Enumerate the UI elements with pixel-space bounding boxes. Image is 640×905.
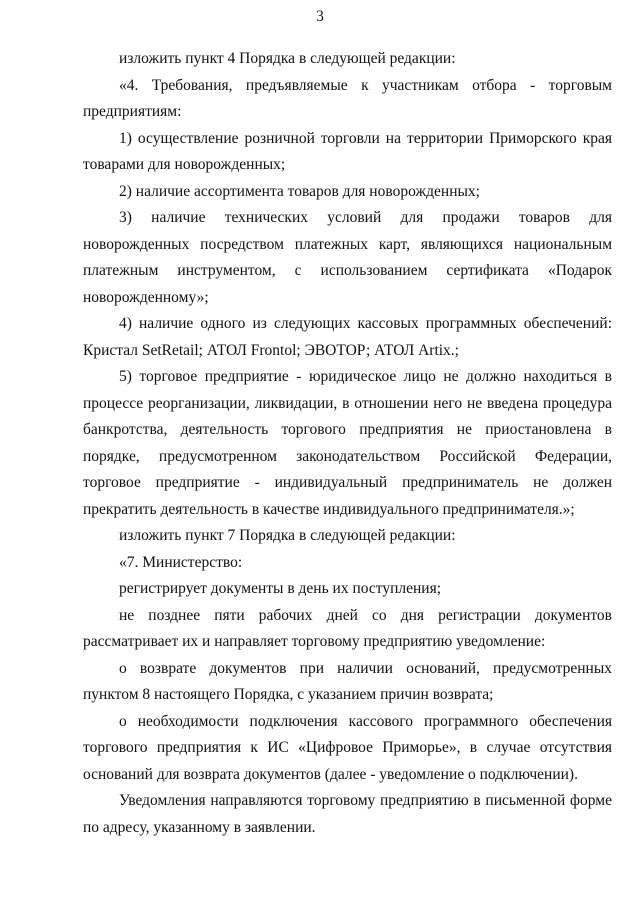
paragraph-requirement-3: 3) наличие технических условий для продажи товаров для новорожденных посредством платежных карт, являющихся национальным платежным инструментом, с использованием сертификата «Подарок новорожденному»;: [83, 209, 612, 306]
document-body: [83, 46, 612, 841]
paragraph-point-7-heading: «7. Министерство:: [119, 553, 243, 571]
page-number: 3: [316, 8, 324, 25]
paragraph-intro-point-4: изложить пункт 4 Порядка в следующей редакции:: [119, 50, 456, 67]
paragraph-return-notice: о возврате документов при наличии оснований, предусмотренных пунктом 8 настоящего Порядка, с указанием причин возврата;: [83, 659, 612, 703]
paragraph-registration: регистрирует документы в день их поступления;: [119, 580, 442, 597]
paragraph-review-deadline: не позднее пяти рабочих дней со дня регистрации документов рассматривает их и направляет торговому предприятию уведомление:: [83, 606, 612, 650]
paragraph-requirement-1: 1) осуществление розничной торговли на территории Приморского края товарами для новорожденных;: [83, 129, 612, 173]
paragraph-written-notification: Уведомления направляются торговому предприятию в письменной форме по адресу, указанному в заявлении.: [83, 792, 612, 836]
paragraph-intro-point-7: изложить пункт 7 Порядка в следующей редакции:: [119, 527, 456, 544]
paragraph-connection-notice: о необходимости подключения кассового программного обеспечения торгового предприятия к ИС «Цифровое Приморье», в случае отсутствия оснований для возврата документов (далее - уведомление о подключении).: [83, 712, 612, 783]
paragraph-requirement-5: 5) торговое предприятие - юридическое лицо не должно находиться в процессе реорганизации, ликвидации, в отношении него не введена процедура банкротства, деятельность торгового предприятия не приостановлена в порядке, предусмотренном законодательством Российской Федерации, торговое предприятие - индивидуальный предприниматель не должен прекратить деятельность в качестве индивидуального предпринимателя.»;: [83, 368, 612, 518]
paragraph-point-4-heading: «4. Требования, предъявляемые к участникам отбора - торговым предприятиям:: [83, 76, 612, 120]
paragraph-requirement-4: 4) наличие одного из следующих кассовых программных обеспечений: Кристал SetRetail; АТОЛ Frontol; ЭВОТОР; АТОЛ Artix.;: [83, 315, 612, 359]
paragraph-requirement-2: 2) наличие ассортимента товаров для новорожденных;: [119, 182, 480, 200]
